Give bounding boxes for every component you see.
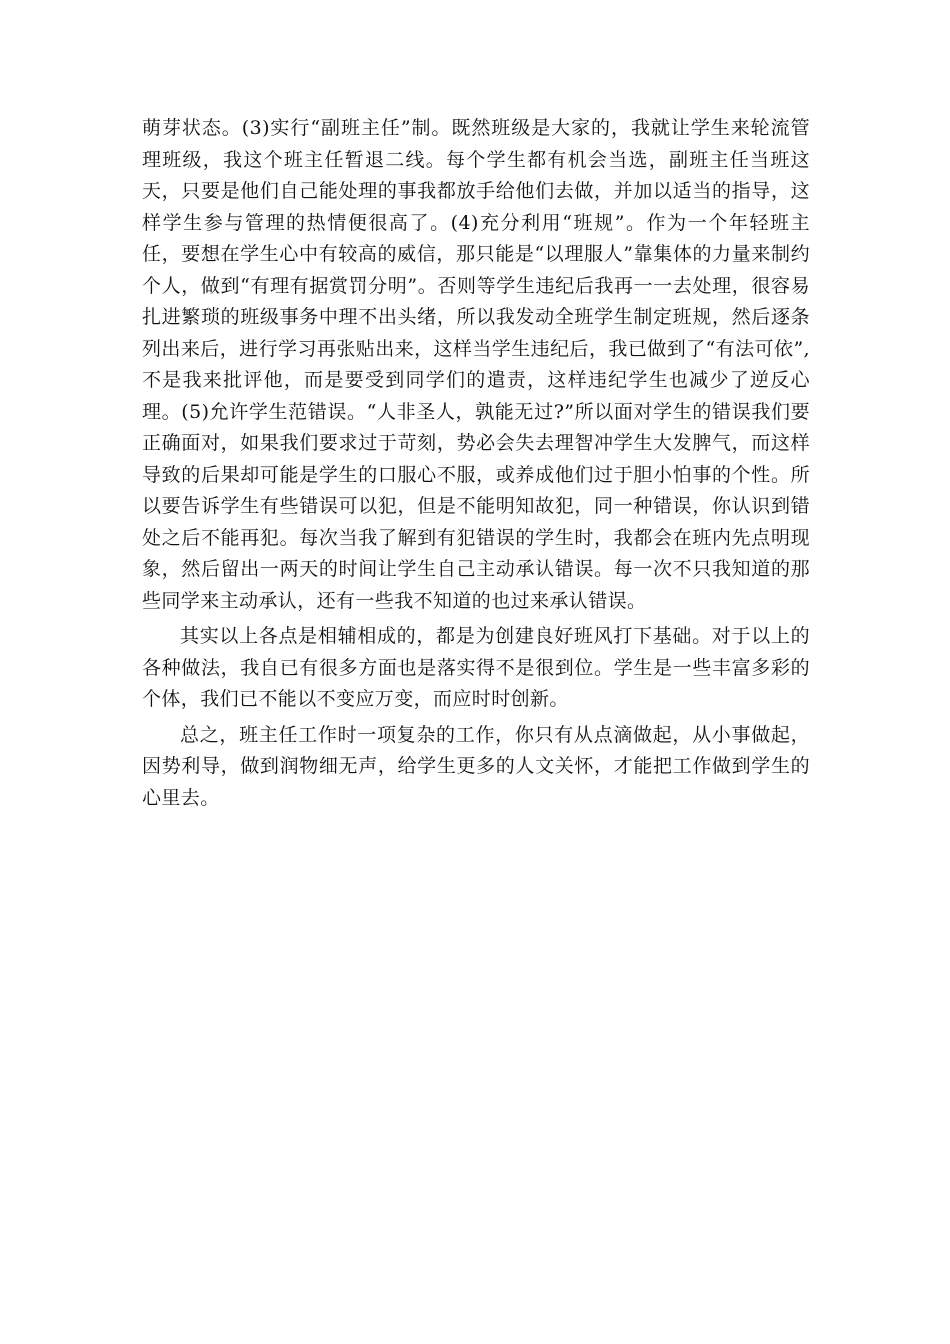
document-body: [142, 113, 810, 818]
paragraph-summary: 其实以上各点是相辅相成的，都是为创建良好班风打下基础。对于以上的各种做法，我自已有很多方面也是落实得不是很到位。学生是一些丰富多彩的个体，我们已不能以不变应万变，而应时时创新。: [142, 625, 810, 710]
paragraph-continuation: 萌芽状态。(3)实行“副班主任”制。既然班级是大家的，我就让学生来轮流管理班级，我这个班主任暂退二线。每个学生都有机会当选，副班主任当班这天，只要是他们自己能处理的事我都放手给他们去做，并加以适当的指导，这样学生参与管理的热情便很高了。(4)充分利用“班规”。作为一个年轻班主任，要想在学生心中有较高的威信，那只能是“以理服人”靠集体的力量来制约个人，做到“有理有据赏罚分明”。否则等学生违纪后我再一一去处理，很容易扎进繁琐的班级事务中理不出头绪，所以我发动全班学生制定班规，然后逐条列出来后，进行学习再张贴出来，这样当学生违纪后，我已做到了“有法可依”,不是我来批评他，而是要受到同学们的遣责，这样违纪学生也减少了逆反心理。(5)允许学生范错误。“人非圣人，孰能无过?”所以面对学生的错误我们要正确面对，如果我们要求过于苛刻，势必会失去理智冲学生大发脾气，而这样导致的后果却可能是学生的口服心不服，或养成他们过于胆小怕事的个性。所以要告诉学生有些错误可以犯，但是不能明知故犯，同一种错误，你认识到错处之后不能再犯。每次当我了解到有犯错误的学生时，我都会在班内先点明现象，然后留出一两天的时间让学生自己主动承认错误。每一次不只我知道的那些同学来主动承认，还有一些我不知道的也过来承认错误。: [142, 117, 810, 612]
paragraph-conclusion: 总之，班主任工作时一项复杂的工作，你只有从点滴做起，从小事做起，因势利导，做到润物细无声，给学生更多的人文关怀，才能把工作做到学生的心里去。: [142, 723, 810, 809]
